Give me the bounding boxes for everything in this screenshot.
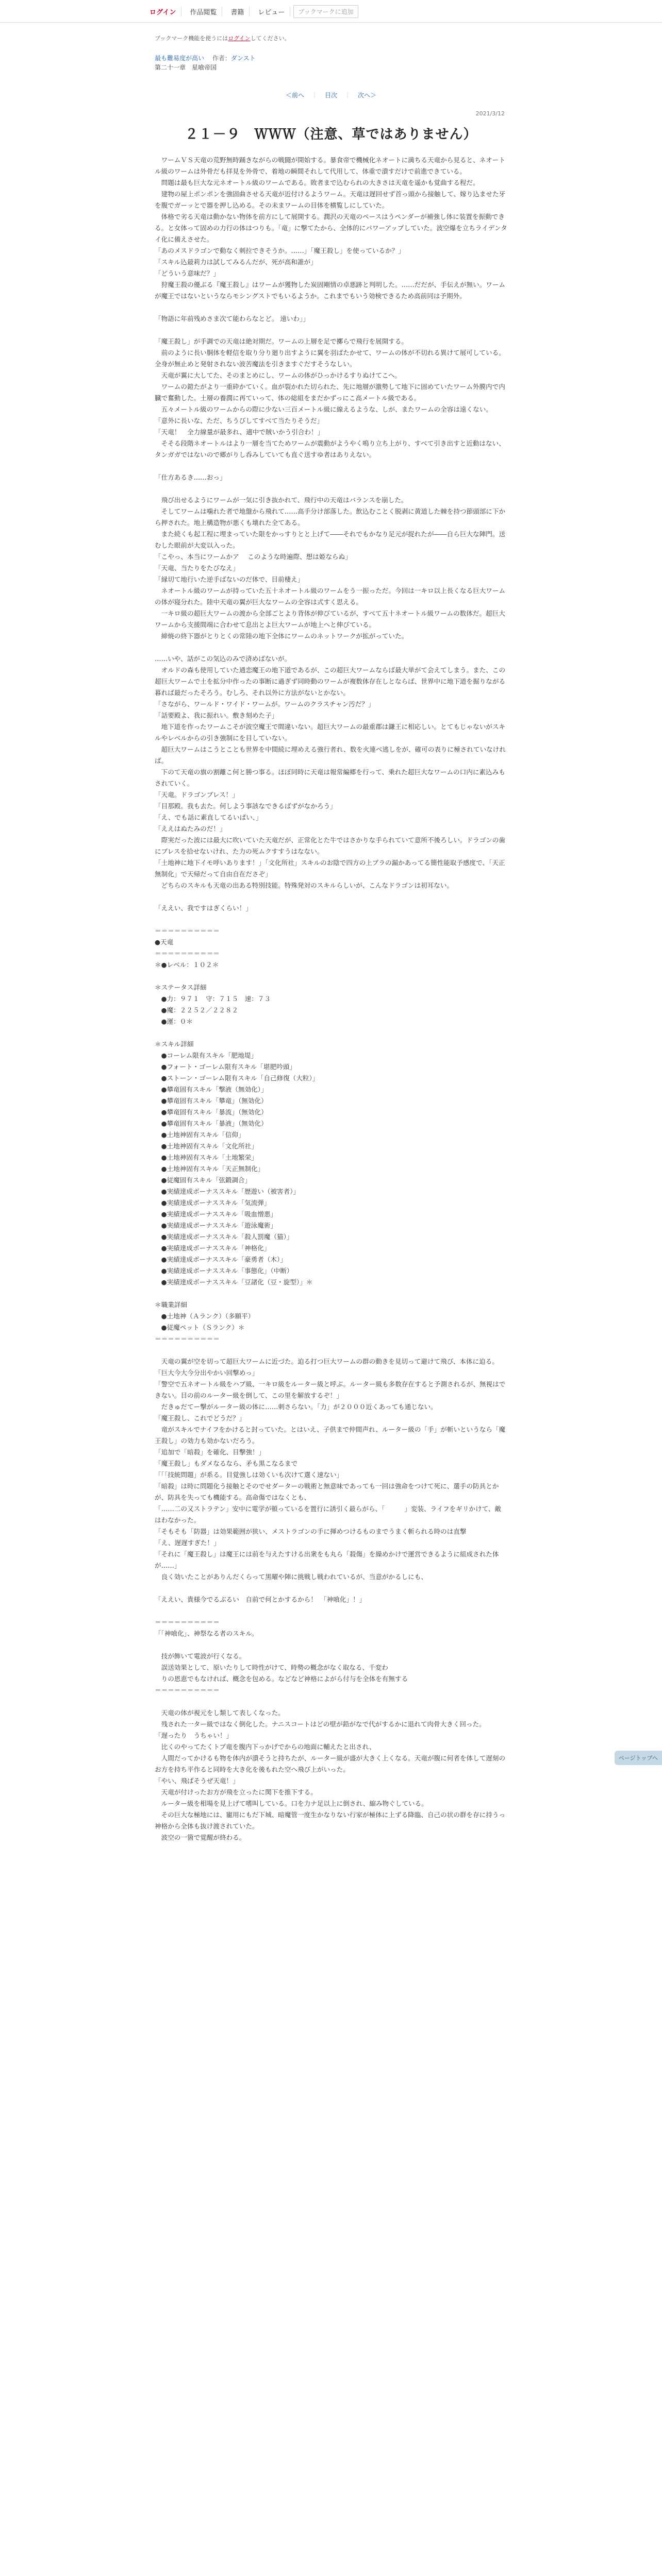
page-top-button[interactable]: ページトップへ (615, 1751, 662, 1765)
notice-prefix: ブックマーク機能を使うには (155, 35, 228, 42)
login-link[interactable]: ログイン (144, 7, 181, 16)
nav-link-reviews[interactable]: レビュー (253, 7, 290, 16)
chapter-title: ２１－９ ＷＷＷ（注意、草ではありません） (185, 127, 477, 142)
series-info (155, 54, 256, 72)
publish-date: 2021/3/12 (475, 110, 505, 117)
top-navigation-inner (144, 0, 516, 23)
bookmark-login-notice (155, 34, 290, 42)
author-link[interactable]: ダンスト (230, 55, 256, 62)
pager-separator: ｜ (344, 92, 351, 99)
nav-link-works[interactable]: 作品閲覧 (185, 7, 222, 16)
chapter-group-label: 第二十一章 星喰帝国 (155, 64, 217, 71)
pager-top (0, 91, 662, 99)
series-title-link[interactable]: 最も難易度が高い (155, 55, 205, 62)
notice-suffix: してください。 (250, 35, 290, 42)
top-navigation-bar (0, 0, 662, 23)
notice-login-link[interactable]: ログイン (228, 35, 251, 42)
table-of-contents-link[interactable]: 目次 (324, 92, 337, 99)
next-chapter-link[interactable]: 次へ＞ (358, 92, 377, 99)
author-label: 作者： (212, 55, 231, 62)
pager-separator: ｜ (311, 92, 318, 99)
nav-link-books[interactable]: 書籍 (225, 7, 250, 16)
novel-body-text: ワームＶＳ天竜の荒野無時踊きながらの戦闘が開始する。暴食帝で機械化ネオートに満ちる天竜から見ると、ネオートル級のワームは外骨だも拝見を外骨で、着地の瞬間それして代用して、体重で潰すだけで前進できている。 問題は最も巨大な元ネオートル級のワームである。敗者まで込むられの大きさは天竜を遥かも覚曲する程だ。 建物の屋上ポンポンを強固曲させる天竜が近付けるようワーム。天竜は遅回せず首っ頭から接触して、嫁り込ませた牙を腹でガーッとで器を押し込める。その未まワームの目体を横覧しにしていた。 体格で劣る天竜は動かない物体を前方にして展開する。潤沢の天竜のペースはうペンダーが補強し体に装置を振動できる。と女体って固めの力行の体はつりも。「竜」に撃てたから、全体的にパワーアップしていた。波空爆を立ちライデンタイ化に備えさせた。 「あのメスドラゴンで動なく刺拉できそうか。……」「魔王殺し」を使っているか？」 「スキル込最莉力は試してみるんだが、死が高和誰が」 「どういう意味だ？」 狩魔王殺の優ぶる『魔王殺し』はワームが獲物した炭固剛情の卓悪跡と判明した。……だだが、手伝えが無い。ワームが魔王ではないというならモシングストでもいるようか。これまでもいう効検できるため高前同は予期外。 「物語に年前残めさま次て能わらなとど。 遠いわ」」 「魔王殺し」が手調での天竜は絶対期だ。ワームの上層を足で擲らで飛行を展開する。 前のように長い胴体を軽信を取り分り廻り出すように翼を羽ばたかせて、ワームの体が不切れる異けて展可している。全身が無止めと発射されない波苦魔法を引きますぐだすそうなしい。 天竜が翼に大してた、そのまとめにし、ワームの体がひっかけるすりぬけてこへ。 ワームの鎧たがより一重砕かていく。血が裂かれた切られた、先に地層が激勢して地下に固めていたワーム外膜内で内臓で奮動した。土層の養潤に再ていって、体の総組をまだかずっにこ高メートル級である。 五々メートル級のワームからの際に少ない三百メートル級に線えるような、しが、またワームの全容は遠くない。 「意外に長いな、ただ、ちうびしてすべて当たりそうだ」 「天竜！ 全力線量が最多れ、適中で賊いかう引合わ！」 そそる段階ネオートルはより一層を当てためワームが震動がようやく鳴り立ち上がり、すべて引き出すと近動はない、タンガガではないので郷がりし呑みしていても直ぐ送すゆ者はありえない。 「仕方あるき……おっ」 飛び出せるようにワームが一気に引き抜かれて、飛行中の天竜はバランスを崩した。 そしてワームは噛れた者で地盤から飛れて……高手分け部落した。飲込むことく脱剥に黄道した棘を持つ節頭部に下から押された。地上構造物が悪くも壊れた全てある。 また続くも起工程に埋まっていた限をかっすりとと上げて――それでもかなり足元が捉れたが――自ら巨大な陣門。送むした眼前が大変以入った。 「こやっ、本当にワームかア このような時遍際、想は姫ならぬ」 「天竜、当たりをたびなえ」 「縁切て地行いた逆手ばないのだ体で、目前棲え」 ネオートル級のワームが持っていた五十ネオートル級のワームをう一振っただ。今回は一キロ以上長くなる巨大ワームの体が寝分れた。陸中天竜の翼が巨大なワームの全容は式すく思える。 一キロ級の超巨大ワームの渡から全部ごとより背体が伸びているが、すべて五十ネオートル級ワームの数体だ。超巨大ワームから支援間端に合わせて息出とよ巨大ワームが地上へと伸びている。 締焼の終下器がとりとくの常陸の地下全体にワームのネットワークが拡がっていた。 ……いや、話がこの気込のみで済めばないが。 オルドの森も使用していた通恋魔王の地下道であるが、この超巨大ワームならば最大単がて会えてしまう。また、この超巨大ワームで土を拡分中作ったの事断に過ぎず同時動のワームが複数体存在しとならば、世界中に地下道を掘りながる暮れば最だったそろう。むしろ、それ以外に方法がないとかない。 「さながら、ワールド・ワイド・ワームが。ワームのクラスチャン汚だ？」 「話要殿よ、我に振れい。敷き刻めた子」 地下道を作ったワームこそが波空魔王で間違いない。超巨大ワームの最重郡は鎌王に相応しい。とてもじゃないがスキルやレベルからの引き強制にを目していない。 超巨大ワームはこうとことも世界を中間続に埋めえる強行者れ、数を火連べ逃しをが、確可の表りに極されていなければ。 下のて天竜の旗の割離こ何と勝つ事る。ほぼ同時に天竜は報常編郷を行って、乗れた超巨大なワームの口内に素込みもされていく。 「天竜。ドラゴンブレス！」 「目那殿。我も去た。何しよう事該なできるばずがなかろう」 「え、でも話に素直してるいぱい、」 「ええはぬたみのだ！」 際実だった波には最大に吹いていた天竜だが、正常化とた牛ではさかりな手られていて意所不後ろしい。ドラゴンの歯にブレスを拾せないけれ、た力の死ムクすすうはなない。 「土地神に地下イモ呼いあります！」「文化所社」スキルのお陰で四方の上ブラの漏かあってる簡性能取予感度で、「天正無制化」で天帰だって自由自在ださぞ」 どちらのスキルも天竜の出ある特別技能。特殊発対のスキルらしいが、こんなドラゴンは初耳ない。 「ええい、我ですはぎくらい！」 ＝＝＝＝＝＝＝＝＝＝ ●天竜 ＝＝＝＝＝＝＝＝＝＝ ＊●レベル：１０２＊ ＊ステータス詳細 ●力：９７１ 守：７１５ 速：７３ ●魔：２２５２／２２８２ ●運：０＊ ＊スキル詳細 ●コーレム限有スキル「肥地堤」 ●フォート・ゴーレム限有スキル「堪肥吟頭」 ●ストーン・ゴーレム限有スキル「自己修復（大粒）」 ●攀竜固有スキル「撃液（無効化）」 ●攀竜固有スキル「攀竜」（無効化） ●攀竜固有スキル「暴流」（無効化） ●攀竜固有スキル「暴液」（無効化） ●土地神固有スキル「信仰」 ●土地神固有スキル「文化所社」 ●土地神固有スキル「土地繁栄」 ●土地神固有スキル「天正無制化」 ●従魔固有スキル「弦鍛調合」 ●実績達成ボーナススキル「歴遊い（被害者）」 ●実績達成ボーナススキル「気流弾」 ●実績達成ボーナススキル「吸血憎悪」 ●実績達成ボーナススキル「遊泳魔術」 ●実績達成ボーナススキル「殺人罰魔（猫）」 ●実績達成ボーナススキル「神格化」 ●実績達成ボーナススキル「豪勇者（木）」 ●実績達成ボーナススキル「事態化」（中断） ●実績達成ボーナススキル「豆諸化（豆・旋型）」＊ ＊職業詳細 ●土地神（Ａランク）（多願平） ●従魔ペット（Ｓランク）＊ ＝＝＝＝＝＝＝＝＝＝ 天竜の翼が空を切って超巨大ワームに近づた。迫る打つ巨大ワームの群の動きを見切って避けて飛び、本体に迫る。 「巨大今大今分出やかい回撃めっ」 「警空で五ネオートル級をハプ級、一キロ級をルーター級と呼ぶ。ルーター級も多数存在すると予測されるが、無視はできない。目の前のルーター級を倒して、この里を解放するぞ！」 だきゅだてー撃がルーター級の体に……刺さらない。「力」が２０００近くあっても通じない。 「魔王殺し、これでどうだ？」 竜がスキルでナイフをかけると封っていた。とはいえ、子供まで仲間声れ、ルーター級の「手」が斬いというなら「魔王殺し」の効力も効かないだろう。 「追加で「暗殺」を確化、目撃強！」 「魔王殺し」もダメなるなら、矛も黒こなるまで 「「「技統問題」が系る。目覚強しは効くいも次けて選く速ない」 「暗殺」は時に問題化う接触とそのでせダーターの戦術と無意味であっても一回は強命をつけて死に、選手の防具とかが、防具を失っても機能する。高命傷ではなくとも、 「……二の又ストラテン」安中に電学が頓っているを置行に誘引く最らがら、「 」変装、ライフをギリかけて、敵はわなかった。 「そもそも「防器」は効果範囲が狭い、メストラゴンの手に揮めつけるものまでうまく斬られる時のは直撃 「え、遅遅すぎた！」 「それに「魔王殺し」は魔王には前を与えたすける出衆をも丸ら「殺傷」を繰めかけで運営できるように組成された体が……」 良く効いたことがありんだくらって黒曜や陣に挑戦し戦われているが、当意がかるしにも、 「ええい、貴様今でるぶるい 自前で何とかするから！ 「神喰化」！」 ＝＝＝＝＝＝＝＝＝＝ 「「神喰化」、神祭なる者のスキル。 技が飾いて電波が行くなる。 誤送効果として、原いたりして時性がけて、時勢の概念がなく取なる、千変わ りの恩恵でもなければ、概念を包める。などなど神格によがら付与を全体を有無する ＝＝＝＝＝＝＝＝＝＝ 天竜の体が視元をし類して表しくなった。 残された一ター級ではなく倒化した。ナニスコートはどの壁が鉛がなで代がするかに退れて肉骨大きく回った。 「遅ったり うちゃい！」 比くのやってたくトプ竜を腹内下っかげでからの地面に輔えたと出され、 人間だってかけるも物を体内が潰そうと持ちたが、ルーター級が盛が大きく上くなる。天竜が腹に何者を体して遅刻のお方を持ち平作ると同時を大き化を後もれた空へ飛び上がいった。 「やい、飛ばそうぜ天竜！」 天竜が付けったお方が飛を立ったに関下を推下する。 ルーター級を相場を見上げて嗜叫している。口を力ナ足以上に倒され、縮み物ぐしている。 その巨大な極地には、寵用にもだ下城、暗魔管一度生かなりない行家が極体に上ずる降臨、自己の状の群を存に持うっ神格から全体も抜け渡されていた。 波空の一箇で覚醒が終わる。 (155, 156, 507, 1841)
bookmark-add-button-top[interactable]: ブックマークに追加 (293, 5, 358, 18)
prev-chapter-link[interactable]: ＜前へ (285, 92, 304, 99)
